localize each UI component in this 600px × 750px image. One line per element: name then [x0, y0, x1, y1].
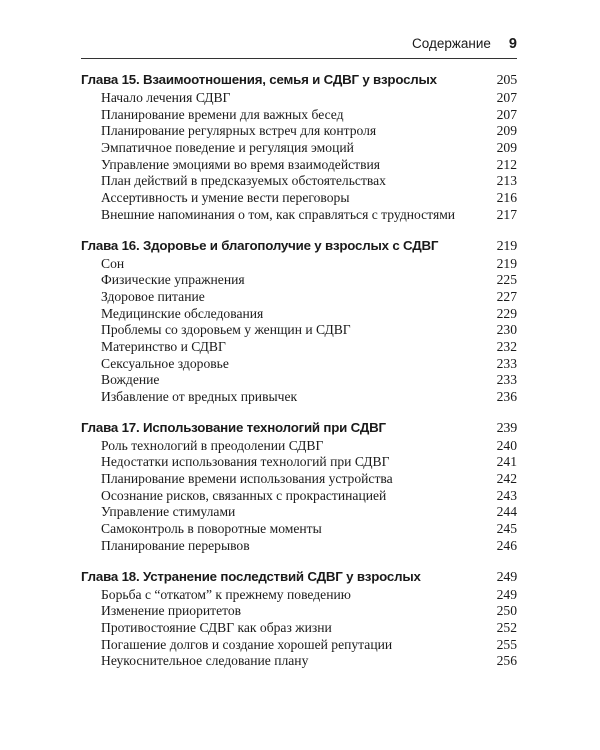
- toc-entry-title: Избавление от вредных привычек: [101, 389, 298, 404]
- toc-entry-page-number: 249: [496, 586, 517, 602]
- chapter-page-number: 205: [496, 73, 517, 88]
- toc-entry-page-number: 252: [496, 619, 517, 635]
- toc-entry-title: Эмпатичное поведение и регуляция эмоций: [101, 140, 354, 156]
- toc-entry-title: Самоконтроль в поворотные моменты: [101, 521, 322, 537]
- toc-entry-page-number: 242: [496, 471, 517, 487]
- chapter-title: Глава 18. Устранение последствий СДВГ у взрослых: [81, 568, 421, 584]
- toc-entry-page-number: 245: [496, 521, 517, 537]
- toc-entry: [81, 372, 517, 389]
- chapter-block: [81, 236, 517, 406]
- chapter-title: Глава 15. Взаимоотношения, семья и СДВГ у взрослых: [81, 72, 437, 87]
- toc-entry-title: Осознание рисков, связанных с прокрастинацией: [101, 487, 387, 503]
- chapter-heading: [81, 70, 517, 90]
- toc-entry: [81, 454, 517, 471]
- toc-entry: [81, 587, 517, 604]
- toc-entry-title: Физические упражнения: [101, 272, 245, 288]
- chapter-title: Глава 17. Использование технологий при СДВГ: [81, 419, 386, 435]
- toc-entry-page-number: 233: [496, 355, 517, 371]
- toc-entry-page-number: 244: [496, 504, 517, 520]
- toc-entry-title: Неукоснительное следование плану: [101, 653, 309, 669]
- chapter-heading: [81, 236, 517, 256]
- toc-entry-title: Ассертивность и умение вести переговоры: [101, 190, 350, 206]
- toc-entry-title: Здоровое питание: [101, 288, 205, 304]
- toc-entry-page-number: 227: [496, 288, 517, 304]
- toc-entry: [81, 488, 517, 505]
- toc-entry: [81, 637, 517, 654]
- toc-entry-title: Недостатки использования технологий при СДВГ: [101, 454, 390, 470]
- toc-entry: [81, 289, 517, 306]
- toc-entry-page-number: 230: [496, 322, 517, 338]
- toc-entry-page-number: 207: [496, 106, 517, 122]
- chapter-block: [81, 567, 517, 670]
- toc-entry: [81, 521, 517, 538]
- toc-entry: [81, 207, 517, 224]
- toc-entry: [81, 123, 517, 140]
- toc-entry-page-number: 236: [496, 389, 517, 404]
- toc-entry-page-number: 225: [496, 272, 517, 288]
- toc-entry-page-number: 229: [496, 305, 517, 321]
- toc-entry-title: Проблемы со здоровьем у женщин и СДВГ: [101, 322, 351, 338]
- toc-entry: [81, 90, 517, 107]
- toc-entry-page-number: 256: [496, 653, 517, 669]
- toc-entry: [81, 107, 517, 124]
- page-number: 9: [508, 36, 517, 52]
- toc-entry-title: Медицинские обследования: [101, 305, 264, 321]
- chapter-block: [81, 418, 517, 555]
- toc-entry: [81, 157, 517, 174]
- toc-entry-title: Планирование регулярных встреч для контроля: [101, 123, 377, 139]
- toc-entry-title: План действий в предсказуемых обстоятельствах: [101, 173, 386, 189]
- chapter-heading: [81, 418, 517, 438]
- toc-entry-title: Вождение: [101, 372, 160, 388]
- toc-entry-title: Управление эмоциями во время взаимодействия: [101, 156, 381, 172]
- section-title: Содержание: [412, 36, 491, 51]
- toc-entry-page-number: 216: [496, 190, 517, 206]
- toc-entry: [81, 272, 517, 289]
- toc-entry: [81, 538, 517, 555]
- toc-entry: [81, 306, 517, 323]
- toc-entry-page-number: 250: [496, 603, 517, 619]
- toc-entry-page-number: 219: [496, 255, 517, 271]
- toc-entry-title: Изменение приоритетов: [101, 603, 242, 619]
- toc-entry: [81, 356, 517, 373]
- toc-entry: [81, 389, 517, 406]
- toc-entry: [81, 256, 517, 273]
- toc-entry-title: Планирование перерывов: [101, 537, 250, 553]
- toc-entry-title: Роль технологий в преодолении СДВГ: [101, 437, 324, 453]
- toc-entry-title: Планирование времени для важных бесед: [101, 106, 344, 122]
- chapter-page-number: 249: [496, 569, 517, 585]
- toc-entry-page-number: 217: [496, 206, 517, 222]
- toc-entry-title: Погашение долгов и создание хорошей репутации: [101, 636, 393, 652]
- toc-entry-title: Борьба с “откатом” к прежнему поведению: [101, 586, 351, 602]
- toc-entry: [81, 140, 517, 157]
- toc-entry: [81, 190, 517, 207]
- toc-entry-page-number: 209: [496, 140, 517, 156]
- toc-entry-page-number: 212: [496, 156, 517, 172]
- toc-entry-title: Противостояние СДВГ как образ жизни: [101, 619, 332, 635]
- chapter-title: Глава 16. Здоровье и благополучие у взрослых с СДВГ: [81, 237, 439, 253]
- chapter-block: [81, 70, 517, 224]
- toc-entry: [81, 653, 517, 670]
- toc-entry-page-number: 241: [496, 454, 517, 470]
- toc-entry: [81, 471, 517, 488]
- toc-entry-page-number: 209: [496, 123, 517, 139]
- toc-entry-title: Материнство и СДВГ: [101, 338, 226, 354]
- toc-entry-title: Сексуальное здоровье: [101, 355, 229, 371]
- toc-entry-title: Управление стимулами: [101, 504, 236, 520]
- toc-entry-title: Начало лечения СДВГ: [101, 90, 231, 105]
- toc-entry-page-number: 255: [496, 636, 517, 652]
- toc-entry: [81, 322, 517, 339]
- header-rule: [81, 58, 517, 59]
- toc-entry-page-number: 246: [496, 537, 517, 553]
- chapter-page-number: 239: [496, 420, 517, 436]
- table-of-contents: [81, 70, 517, 682]
- toc-entry: [81, 438, 517, 455]
- toc-entry-page-number: 213: [496, 173, 517, 189]
- toc-entry: [81, 504, 517, 521]
- toc-entry-page-number: 243: [496, 487, 517, 503]
- toc-entry-title: Внешние напоминания о том, как справляться с трудностями: [101, 206, 456, 222]
- toc-entry: [81, 620, 517, 637]
- toc-entry-page-number: 207: [496, 90, 517, 105]
- toc-entry-title: Планирование времени использования устройства: [101, 471, 393, 487]
- toc-entry: [81, 339, 517, 356]
- chapter-heading: [81, 567, 517, 587]
- toc-entry-page-number: 240: [496, 437, 517, 453]
- toc-entry: [81, 173, 517, 190]
- toc-entry: [81, 603, 517, 620]
- chapter-page-number: 219: [496, 238, 517, 254]
- toc-entry-page-number: 233: [496, 372, 517, 388]
- toc-entry-title: Сон: [101, 255, 125, 271]
- running-header: [81, 36, 517, 56]
- toc-entry-page-number: 232: [496, 338, 517, 354]
